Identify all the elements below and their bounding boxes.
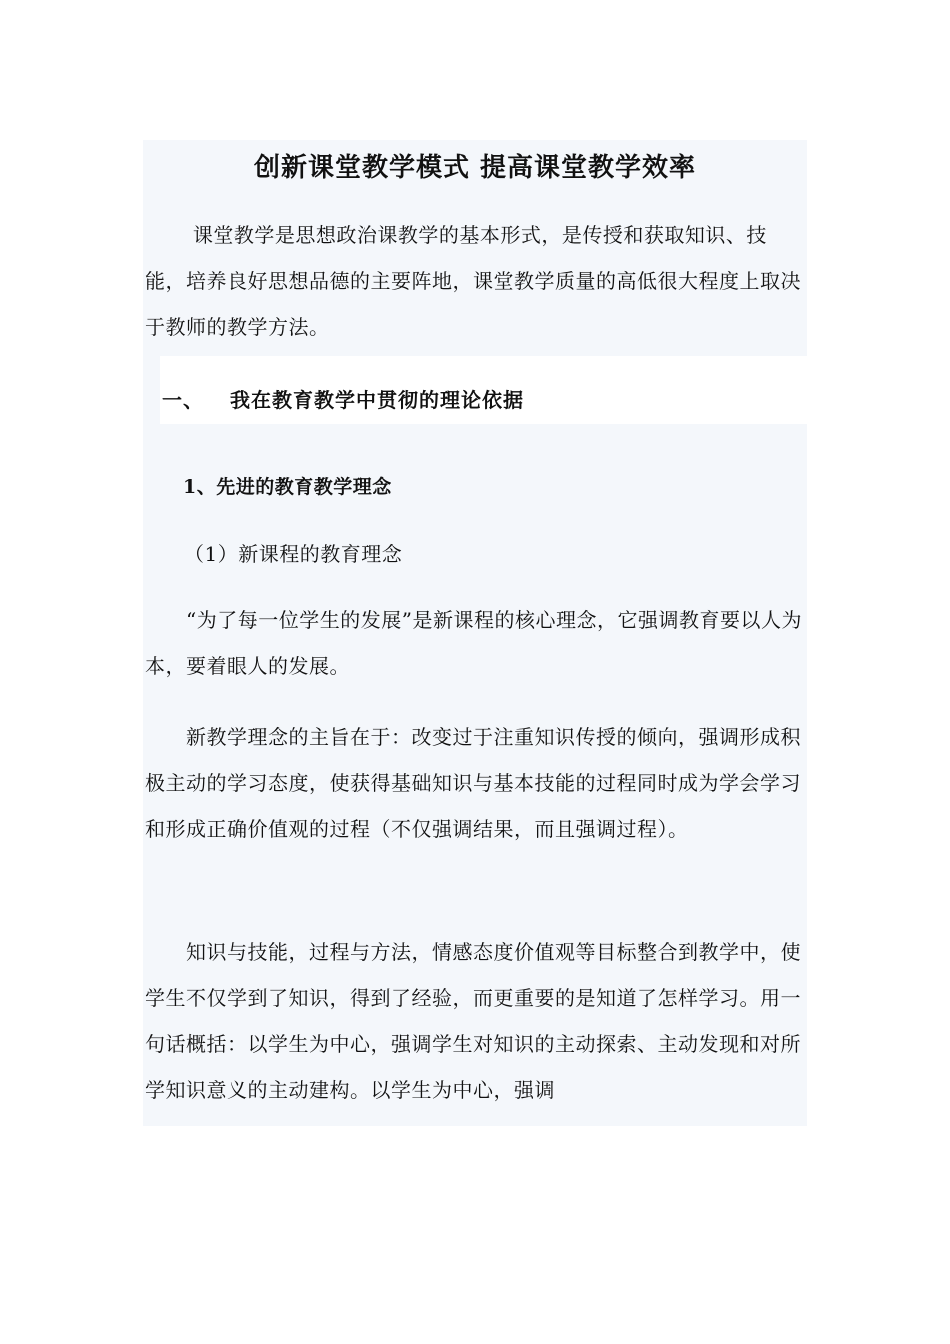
subsection-heading: 1、先进的教育教学理念 xyxy=(183,476,392,498)
document-title: 创新课堂教学模式 提高课堂教学效率 xyxy=(253,153,697,183)
subsubsection-heading: （1）新课程的教育理念 xyxy=(184,542,403,566)
body-paragraph: “为了每一位学生的发展”是新课程的核心理念，它强调教育要以人为本，要着眼人的发展。 xyxy=(145,608,802,678)
shade-block-side xyxy=(143,356,160,424)
section-heading xyxy=(162,384,524,413)
body-paragraph: 知识与技能，过程与方法，情感态度价值观等目标整合到教学中，使学生不仅学到了知识，得到了经验，而更重要的是知道了怎样学习。用一句话概括：以学生为中心，强调学生对知识的主动探索、主动发现和对所学知识意义的主动建构。以学生为中心，强调 xyxy=(145,940,801,1102)
section-number: 一、 xyxy=(162,388,204,412)
intro-paragraph: 课堂教学是思想政治课教学的基本形式，是传授和获取知识、技能，培养良好思想品德的主要阵地，课堂教学质量的高低很大程度上取决于教师的教学方法。 xyxy=(145,223,801,339)
section-heading-text: 我在教育教学中贯彻的理论依据 xyxy=(230,388,524,412)
body-paragraph: 新教学理念的主旨在于：改变过于注重知识传授的倾向，强调形成积极主动的学习态度，使获得基础知识与基本技能的过程同时成为学会学习和形成正确价值观的过程（不仅强调结果，而且强调过程）。 xyxy=(145,725,801,841)
